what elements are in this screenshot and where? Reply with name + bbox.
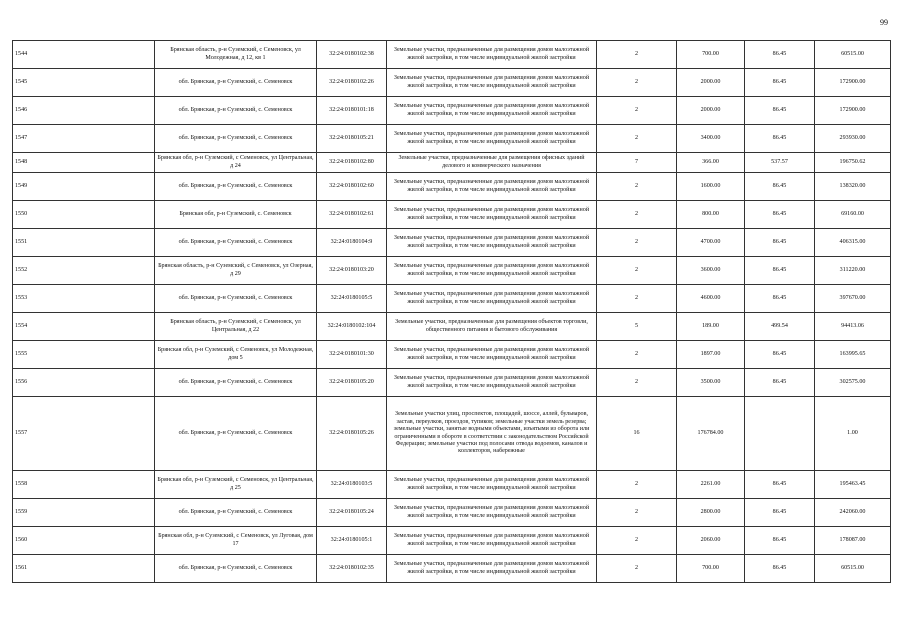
area-cell: 800.00 (677, 201, 745, 229)
cadastral-value-cell: 1.00 (815, 397, 891, 471)
cadastral-value-cell: 172900.00 (815, 97, 891, 125)
group-number-cell: 2 (597, 527, 677, 555)
area-cell: 2800.00 (677, 499, 745, 527)
permitted-use-cell: Земельные участки, предназначенные для размещения домов малоэтажной жилой застройки, в том числе индивидуальной жилой застройки (387, 369, 597, 397)
row-number-cell: 1545 (13, 69, 155, 97)
table-row (13, 125, 891, 153)
specific-value-cell: 86.45 (745, 527, 815, 555)
row-number-cell: 1551 (13, 229, 155, 257)
cadastral-number-cell: 32:24:0180103:20 (317, 257, 387, 285)
cadastral-value-cell: 242060.00 (815, 499, 891, 527)
cadastral-value-cell: 60515.00 (815, 41, 891, 69)
address-cell: обл. Брянская, р-н Суземский, с. Семеновск (155, 285, 317, 313)
area-cell: 3600.00 (677, 257, 745, 285)
cadastral-value-cell: 302575.00 (815, 369, 891, 397)
address-cell: обл. Брянская, р-н Суземский, с. Семеновск (155, 397, 317, 471)
table-row (13, 153, 891, 173)
cadastral-number-cell: 32:24:0180102:26 (317, 69, 387, 97)
cadastral-number-cell: 32:24:0180105:1 (317, 527, 387, 555)
cadastral-value-cell: 311220.00 (815, 257, 891, 285)
cadastral-value-cell: 195463.45 (815, 471, 891, 499)
cadastral-value-cell: 196750.62 (815, 153, 891, 173)
table-row (13, 527, 891, 555)
group-number-cell: 2 (597, 69, 677, 97)
permitted-use-cell: Земельные участки, предназначенные для размещения офисных зданий делового и коммерческого назначения (387, 153, 597, 173)
row-number-cell: 1552 (13, 257, 155, 285)
area-cell: 4700.00 (677, 229, 745, 257)
permitted-use-cell: Земельные участки, предназначенные для размещения объектов торговли, общественного питания и бытового обслуживания (387, 313, 597, 341)
area-cell: 700.00 (677, 41, 745, 69)
address-cell: Брянская область, р-н Суземский, с Семеновск, ул Озерная, д 29 (155, 257, 317, 285)
table-row (13, 257, 891, 285)
specific-value-cell: 86.45 (745, 173, 815, 201)
row-number-cell: 1559 (13, 499, 155, 527)
address-cell: обл. Брянская, р-н Суземский, с. Семеновск (155, 499, 317, 527)
row-number-cell: 1557 (13, 397, 155, 471)
cadastral-number-cell: 32:24:0180102:80 (317, 153, 387, 173)
group-number-cell: 16 (597, 397, 677, 471)
address-cell: Брянская область, р-н Суземский, с Семеновск, ул Центральная, д 22 (155, 313, 317, 341)
permitted-use-cell: Земельные участки, предназначенные для размещения домов малоэтажной жилой застройки, в том числе индивидуальной жилой застройки (387, 41, 597, 69)
address-cell: обл. Брянская, р-н Суземский, с. Семеновск (155, 229, 317, 257)
address-cell: обл. Брянская, р-н Суземский, с. Семеновск (155, 69, 317, 97)
group-number-cell: 2 (597, 471, 677, 499)
row-number-cell: 1555 (13, 341, 155, 369)
table-row (13, 369, 891, 397)
specific-value-cell: 86.45 (745, 285, 815, 313)
address-cell: Брянская обл, р-н Суземский, с Семеновск, ул Центральная, д 24 (155, 153, 317, 173)
table-row (13, 397, 891, 471)
table-row (13, 41, 891, 69)
cadastral-number-cell: 32:24:0180101:30 (317, 341, 387, 369)
group-number-cell: 5 (597, 313, 677, 341)
cadastral-number-cell: 32:24:0180105:21 (317, 125, 387, 153)
cadastral-value-cell: 69160.00 (815, 201, 891, 229)
permitted-use-cell: Земельные участки, предназначенные для размещения домов малоэтажной жилой застройки, в том числе индивидуальной жилой застройки (387, 173, 597, 201)
specific-value-cell: 86.45 (745, 471, 815, 499)
area-cell: 366.00 (677, 153, 745, 173)
specific-value-cell: 499.54 (745, 313, 815, 341)
specific-value-cell: 86.45 (745, 341, 815, 369)
cadastral-number-cell: 32:24:0180105:26 (317, 397, 387, 471)
cadastral-number-cell: 32:24:0180102:104 (317, 313, 387, 341)
address-cell: обл. Брянская, р-н Суземский, с. Семеновск (155, 125, 317, 153)
specific-value-cell: 86.45 (745, 69, 815, 97)
table-row (13, 341, 891, 369)
area-cell: 700.00 (677, 555, 745, 583)
table-row (13, 313, 891, 341)
row-number-cell: 1556 (13, 369, 155, 397)
address-cell: Брянская область, р-н Суземский, с Семеновск, ул Молодежная, д 12, кв 1 (155, 41, 317, 69)
area-cell: 2261.00 (677, 471, 745, 499)
address-cell: обл. Брянская, р-н Суземский, с. Семеновск (155, 555, 317, 583)
cadastral-number-cell: 32:24:0180105:20 (317, 369, 387, 397)
cadastral-number-cell: 32:24:0180104:9 (317, 229, 387, 257)
group-number-cell: 2 (597, 499, 677, 527)
row-number-cell: 1547 (13, 125, 155, 153)
permitted-use-cell: Земельные участки, предназначенные для размещения домов малоэтажной жилой застройки, в том числе индивидуальной жилой застройки (387, 201, 597, 229)
table-row (13, 173, 891, 201)
row-number-cell: 1554 (13, 313, 155, 341)
row-number-cell: 1560 (13, 527, 155, 555)
row-number-cell: 1546 (13, 97, 155, 125)
table-row (13, 69, 891, 97)
area-cell: 3400.00 (677, 125, 745, 153)
cadastral-value-table (12, 40, 891, 583)
area-cell: 4600.00 (677, 285, 745, 313)
permitted-use-cell: Земельные участки, предназначенные для размещения домов малоэтажной жилой застройки, в том числе индивидуальной жилой застройки (387, 285, 597, 313)
cadastral-number-cell: 32:24:0180101:18 (317, 97, 387, 125)
cadastral-value-cell: 138320.00 (815, 173, 891, 201)
address-cell: обл. Брянская, р-н Суземский, с. Семеновск (155, 97, 317, 125)
permitted-use-cell: Земельные участки улиц, проспектов, площадей, шоссе, аллей, бульваров, застав, переулков, проездов, тупиков; земельные участки земель резерва; земельные участки, занятые водными объектами, изъятыми из оборота или ограниченными в обороте в соответствии с законодательством Российской Федерации; земельные участки под полосами отвода водоемов, каналов и коллекторов, набережные (387, 397, 597, 471)
cadastral-value-cell: 60515.00 (815, 555, 891, 583)
permitted-use-cell: Земельные участки, предназначенные для размещения домов малоэтажной жилой застройки, в том числе индивидуальной жилой застройки (387, 527, 597, 555)
row-number-cell: 1553 (13, 285, 155, 313)
cadastral-number-cell: 32:24:0180105:5 (317, 285, 387, 313)
row-number-cell: 1561 (13, 555, 155, 583)
cadastral-value-cell: 94413.06 (815, 313, 891, 341)
area-cell: 189.00 (677, 313, 745, 341)
table-row (13, 97, 891, 125)
specific-value-cell: 86.45 (745, 201, 815, 229)
permitted-use-cell: Земельные участки, предназначенные для размещения домов малоэтажной жилой застройки, в том числе индивидуальной жилой застройки (387, 125, 597, 153)
group-number-cell: 2 (597, 369, 677, 397)
specific-value-cell: 86.45 (745, 555, 815, 583)
cadastral-number-cell: 32:24:0180103:5 (317, 471, 387, 499)
area-cell: 2060.00 (677, 527, 745, 555)
cadastral-value-cell: 397670.00 (815, 285, 891, 313)
specific-value-cell: 86.45 (745, 499, 815, 527)
table-row (13, 555, 891, 583)
specific-value-cell: 86.45 (745, 125, 815, 153)
address-cell: обл. Брянская, р-н Суземский, с. Семеновск (155, 369, 317, 397)
cadastral-number-cell: 32:24:0180102:60 (317, 173, 387, 201)
group-number-cell: 7 (597, 153, 677, 173)
specific-value-cell: 86.45 (745, 97, 815, 125)
area-cell: 1897.00 (677, 341, 745, 369)
group-number-cell: 2 (597, 41, 677, 69)
table-body (13, 41, 891, 583)
address-cell: обл. Брянская, р-н Суземский, с. Семеновск (155, 173, 317, 201)
specific-value-cell: 537.57 (745, 153, 815, 173)
row-number-cell: 1544 (13, 41, 155, 69)
group-number-cell: 2 (597, 97, 677, 125)
specific-value-cell: 86.45 (745, 257, 815, 285)
specific-value-cell (745, 397, 815, 471)
area-cell: 2000.00 (677, 69, 745, 97)
row-number-cell: 1558 (13, 471, 155, 499)
group-number-cell: 2 (597, 229, 677, 257)
address-cell: Брянская обл, р-н Суземский, с. Семеновск (155, 201, 317, 229)
cadastral-number-cell: 32:24:0180105:24 (317, 499, 387, 527)
table-row (13, 499, 891, 527)
permitted-use-cell: Земельные участки, предназначенные для размещения домов малоэтажной жилой застройки, в том числе индивидуальной жилой застройки (387, 499, 597, 527)
permitted-use-cell: Земельные участки, предназначенные для размещения домов малоэтажной жилой застройки, в том числе индивидуальной жилой застройки (387, 229, 597, 257)
area-cell: 2000.00 (677, 97, 745, 125)
cadastral-value-cell: 293930.00 (815, 125, 891, 153)
permitted-use-cell: Земельные участки, предназначенные для размещения домов малоэтажной жилой застройки, в том числе индивидуальной жилой застройки (387, 341, 597, 369)
table-row (13, 229, 891, 257)
row-number-cell: 1549 (13, 173, 155, 201)
group-number-cell: 2 (597, 341, 677, 369)
group-number-cell: 2 (597, 201, 677, 229)
specific-value-cell: 86.45 (745, 41, 815, 69)
cadastral-number-cell: 32:24:0180102:38 (317, 41, 387, 69)
table-row (13, 471, 891, 499)
group-number-cell: 2 (597, 555, 677, 583)
permitted-use-cell: Земельные участки, предназначенные для размещения домов малоэтажной жилой застройки, в том числе индивидуальной жилой застройки (387, 97, 597, 125)
page-number: 99 (880, 18, 888, 27)
permitted-use-cell: Земельные участки, предназначенные для размещения домов малоэтажной жилой застройки, в том числе индивидуальной жилой застройки (387, 471, 597, 499)
specific-value-cell: 86.45 (745, 229, 815, 257)
area-cell: 1600.00 (677, 173, 745, 201)
specific-value-cell: 86.45 (745, 369, 815, 397)
table-row (13, 201, 891, 229)
row-number-cell: 1548 (13, 153, 155, 173)
cadastral-value-cell: 163995.65 (815, 341, 891, 369)
cadastral-value-cell: 172900.00 (815, 69, 891, 97)
address-cell: Брянская обл, р-н Суземский, с Семеновск, ул Молодежная, дом 5 (155, 341, 317, 369)
area-cell: 3500.00 (677, 369, 745, 397)
group-number-cell: 2 (597, 173, 677, 201)
address-cell: Брянская обл, р-н Суземский, с Семеновск, ул Центральная, д 25 (155, 471, 317, 499)
permitted-use-cell: Земельные участки, предназначенные для размещения домов малоэтажной жилой застройки, в том числе индивидуальной жилой застройки (387, 555, 597, 583)
cadastral-value-cell: 406315.00 (815, 229, 891, 257)
group-number-cell: 2 (597, 125, 677, 153)
group-number-cell: 2 (597, 285, 677, 313)
cadastral-number-cell: 32:24:0180102:35 (317, 555, 387, 583)
cadastral-value-cell: 178087.00 (815, 527, 891, 555)
permitted-use-cell: Земельные участки, предназначенные для размещения домов малоэтажной жилой застройки, в том числе индивидуальной жилой застройки (387, 69, 597, 97)
permitted-use-cell: Земельные участки, предназначенные для размещения домов малоэтажной жилой застройки, в том числе индивидуальной жилой застройки (387, 257, 597, 285)
cadastral-number-cell: 32:24:0180102:61 (317, 201, 387, 229)
area-cell: 176784.00 (677, 397, 745, 471)
group-number-cell: 2 (597, 257, 677, 285)
table-row (13, 285, 891, 313)
row-number-cell: 1550 (13, 201, 155, 229)
address-cell: Брянская обл, р-н Суземский, с Семеновск, ул Луговая, дом 17 (155, 527, 317, 555)
